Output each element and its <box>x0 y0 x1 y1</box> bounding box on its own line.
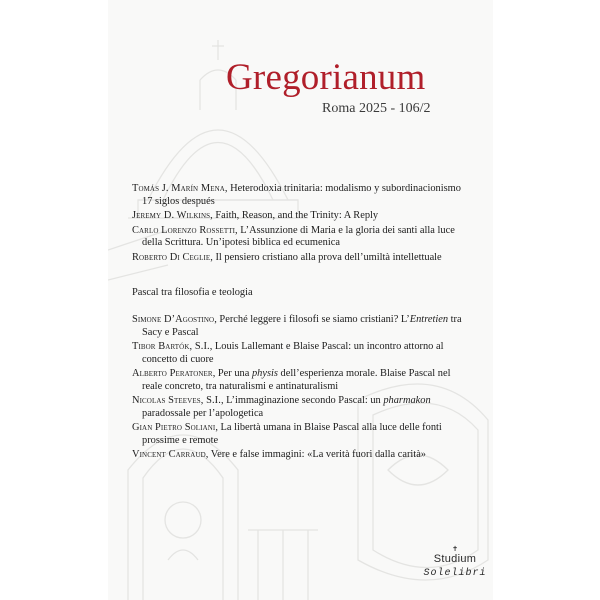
toc-title-italic: physis <box>251 368 278 379</box>
toc-title: Faith, Reason, and the Trinity: A Reply <box>215 210 379 221</box>
journal-title: Gregorianum <box>226 57 426 98</box>
toc-title: paradossale per l’apologetica <box>142 407 264 419</box>
section-heading: Pascal tra filosofia e teologia <box>132 287 253 298</box>
toc-author: Carlo Lorenzo Rossetti <box>132 224 236 236</box>
toc-author: Jeremy D. Wilkins <box>132 210 211 221</box>
toc-title: Vere e false immagini: «La verità fuori dalla carità» <box>210 449 427 460</box>
toc-title-italic: pharmakon <box>383 395 431 406</box>
toc-title: Perché leggere i filosofi se siamo cristiani? L’ <box>219 314 410 325</box>
toc-author: Nicolas Steeves, S.I. <box>132 395 221 406</box>
toc-entry: Tomás J. Marín Mena, Heterodoxia trinitaria: modalismo y subordinacionismo 17 siglos después <box>132 183 461 207</box>
toc-entry: Nicolas Steeves, S.I., L’immaginazione secondo Pascal: un pharmakon paradossale per l’apologetica <box>132 395 431 419</box>
toc-title-italic: Entretien <box>409 314 449 325</box>
toc-author: Tibor Bartók, S.I. <box>132 341 210 352</box>
toc-entry: Alberto Peratoner, Per una physis dell’esperienza morale. Blaise Pascal nel reale concreto, tra naturalismi e antinaturalismi <box>132 368 451 392</box>
publisher-imprint: Solelibri <box>423 568 487 579</box>
toc-title: dell’esperienza morale. Blaise Pascal nel reale concreto, tra naturalismi e antinaturalismi <box>142 368 451 392</box>
toc-title: L’Assunzione di Maria e la gloria dei santi alla luce della Scrittura. Un’ipotesi biblica ed ecumenica <box>142 224 455 248</box>
toc-entry: Tibor Bartók, S.I., Louis Lallemant e Blaise Pascal: un incontro attorno al concetto di cuore <box>132 341 444 365</box>
publisher-logo <box>420 546 490 579</box>
toc-author: Simone D’Agostino <box>132 314 215 325</box>
toc-group-2 <box>132 314 462 464</box>
toc-title: Il pensiero cristiano alla prova dell’umiltà intellettuale <box>215 251 442 263</box>
cross-icon: ✝ <box>452 545 458 553</box>
issue-label: Roma 2025 - 106/2 <box>322 101 431 116</box>
toc-entry: Simone D’Agostino, Perché leggere i filosofi se siamo cristiani? L’Entretien tra Sacy e Pascal <box>132 314 462 338</box>
toc-author: Roberto Di Ceglie <box>132 251 211 263</box>
toc-title: Heterodoxia trinitaria: modalismo y subordinacionismo 17 siglos después <box>142 183 461 207</box>
toc-group-1 <box>132 183 462 266</box>
toc-title: L’immaginazione secondo Pascal: un <box>226 395 384 406</box>
publisher-name: Studium <box>433 553 477 565</box>
toc-entry: Vincent Carraud, Vere e false immagini: «La verità fuori dalla carità» <box>132 449 427 460</box>
toc-entry: Jeremy D. Wilkins, Faith, Reason, and the Trinity: A Reply <box>132 210 379 221</box>
toc-title: La libertà umana in Blaise Pascal alla luce delle fonti prossime e remote <box>142 422 442 446</box>
toc-title: Per una <box>217 368 252 379</box>
toc-author: Alberto Peratoner <box>132 368 213 379</box>
toc-title: tra Sacy e Pascal <box>142 314 462 338</box>
toc-entry: Carlo Lorenzo Rossetti, L’Assunzione di Maria e la gloria dei santi alla luce della Scrittura. Un’ipotesi biblica ed ecumenica <box>132 224 455 248</box>
toc-entry: Roberto Di Ceglie, Il pensiero cristiano alla prova dell’umiltà intellettuale <box>132 251 442 263</box>
toc-entry: Gian Pietro Soliani, La libertà umana in Blaise Pascal alla luce delle fonti prossime e remote <box>132 422 442 446</box>
toc-title: Louis Lallemant e Blaise Pascal: un incontro attorno al concetto di cuore <box>142 341 444 365</box>
toc-author: Gian Pietro Soliani <box>132 422 216 433</box>
toc-author: Vincent Carraud <box>132 449 206 460</box>
toc-author: Tomás J. Marín Mena <box>132 183 225 194</box>
